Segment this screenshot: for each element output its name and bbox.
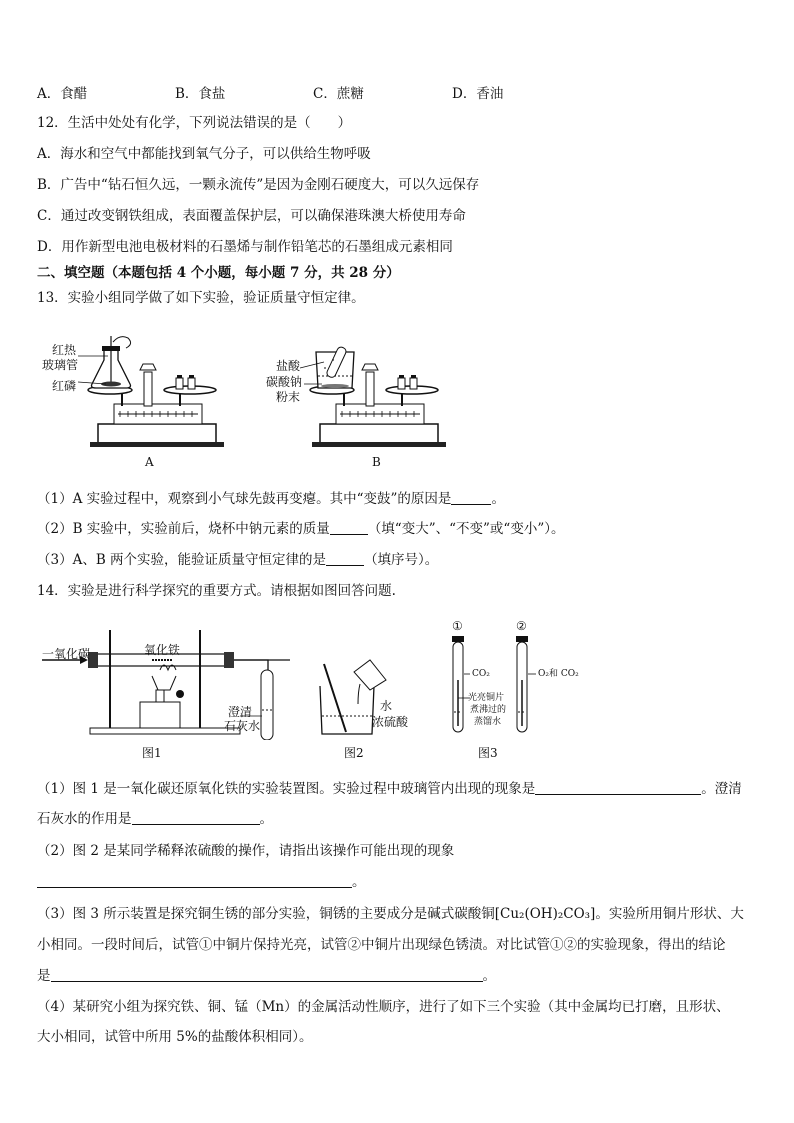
q14-part3-line1: （3）图 3 所示装置是探究铜生锈的部分实验，铜锈的主要成分是碱式碳酸铜[Cu₂(OH)₂CO₃]。实验所用铜片形状、大 (37, 906, 744, 922)
fig1-label-fe2o3: 氧化铁 (144, 643, 181, 657)
q14-part4-line2: 大小相同，试管中所用 5%的盐酸体积相同）。 (37, 1029, 313, 1045)
fig-b-label-powder: 粉末 (276, 390, 301, 404)
fig2-label-water: 水 (380, 699, 393, 713)
q14-part3-blank[interactable] (51, 967, 483, 982)
dilution-drawing (314, 654, 424, 744)
q14-stem: 14．实验是进行科学探究的重要方式。请根据如图回答问题. (37, 583, 396, 599)
option-b: B．食盐 (175, 86, 226, 102)
q14-part1-text: （1）图 1 是一氧化碳还原氧化铁的实验装置图。实验过程中玻璃管内出现的现象是 (37, 781, 536, 797)
fig3-label-tube1: ① (452, 619, 463, 633)
figure-3-caption: 图3 (478, 746, 498, 760)
figure-2-dilution (314, 654, 424, 744)
q12-option-d: D．用作新型电池电极材料的石墨烯与制作铅笔芯的石墨组成元素相同 (37, 239, 453, 255)
q13-part2 (37, 520, 564, 538)
section-heading: 二、填空题（本题包括 4 个小题，每小题 7 分，共 28 分） (37, 265, 400, 281)
q14-part2-blank[interactable] (37, 873, 352, 888)
fig-a-label-tube: 玻璃管 (42, 358, 79, 372)
fig3-label-distilled: 蒸馏水 (474, 717, 502, 727)
q12-option-c: C．通过改变钢铁组成，表面覆盖保护层，可以确保港珠澳大桥使用寿命 (37, 208, 466, 224)
fig3-label-co2: CO₂ (472, 669, 490, 679)
figure-2-caption: 图2 (344, 746, 364, 760)
q13-part2-text: （2）B 实验中，实验前后，烧杯中钠元素的质量 (37, 521, 330, 537)
q14-part1-blank2[interactable] (132, 810, 260, 825)
figure-a-balance (40, 332, 230, 472)
co-reduction-drawing (40, 620, 300, 740)
q14-part1-line1 (37, 780, 742, 798)
figure-b-balance (262, 332, 452, 472)
q14-part1-end: 。澄清 (701, 781, 742, 797)
q12-option-a: A．海水和空气中都能找到氧气分子，可以供给生物呼吸 (37, 146, 371, 162)
fig1-label-co: 一氧化碳 (42, 647, 91, 661)
figure-1-caption: 图1 (142, 746, 162, 760)
option-c: C．蔗糖 (313, 86, 364, 102)
q13-part3 (37, 551, 438, 569)
fig3-label-copper: 光亮铜片 (468, 693, 505, 703)
q13-part1-text: （1）A 实验过程中，观察到小气球先鼓再变瘪。其中“变鼓”的原因是 (37, 491, 452, 507)
q14-part3-line2: 小相同。一段时间后，试管①中铜片保持光亮，试管②中铜片出现绿色锈渍。对比试管①②的实验现象，得出的结论 (37, 937, 726, 953)
q13-part3-end: （填序号）。 (364, 552, 439, 568)
q14-part1-text2: 石灰水的作用是 (37, 811, 132, 827)
q14-part1-blank[interactable] (535, 780, 701, 795)
q14-part3-line3 (37, 967, 496, 985)
fig3-label-boiled: 煮沸过的 (470, 705, 507, 715)
q14-part3-text: 是 (37, 968, 51, 984)
fig-b-label-acid: 盐酸 (276, 359, 301, 373)
q14-part3-end: 。 (482, 968, 496, 984)
q14-part1-end2: 。 (259, 811, 273, 827)
figure-3-rust (440, 620, 600, 740)
q13-part1-blank[interactable] (451, 490, 491, 505)
q14-part2: （2）图 2 是某同学稀释浓硫酸的操作，请指出该操作可能出现的现象 (37, 843, 455, 859)
fig1-label-limewater-1: 澄清 (228, 705, 253, 719)
fig-a-label-phosphorus: 红磷 (52, 379, 77, 393)
figure-b-caption: B (372, 455, 381, 469)
option-a: A．食醋 (37, 86, 88, 102)
figure-1-apparatus (40, 620, 300, 760)
q12-option-b: B．广告中“钻石恒久远，一颗永流传”是因为金刚石硬度大，可以久远保存 (37, 177, 480, 193)
q14-part2-answer (37, 873, 366, 891)
q14-part2-end: 。 (352, 874, 366, 890)
fig-a-label-hot: 红热 (52, 343, 77, 357)
q13-part1-end: 。 (491, 491, 505, 507)
q13-part2-blank[interactable] (330, 520, 368, 535)
q13-part2-end: （填“变大”、“不变”或“变小”）。 (367, 521, 565, 537)
q14-part4-line1: （4）某研究小组为探究铁、铜、锰（Mn）的金属活动性顺序，进行了如下三个实验（其中金属均已打磨，且形状、 (37, 999, 730, 1015)
q14-part1-line2 (37, 810, 273, 828)
fig-b-label-carbonate: 碳酸钠 (266, 375, 303, 389)
fig3-label-o2-co2: O₂和 CO₂ (538, 669, 579, 679)
q12-stem: 12．生活中处处有化学，下列说法错误的是（ ） (37, 115, 352, 131)
fig2-label-acid: 浓硫酸 (372, 715, 409, 729)
fig1-label-limewater-2: 石灰水 (224, 719, 261, 733)
fig3-label-tube2: ② (516, 619, 527, 633)
q13-part3-text: （3）A、B 两个实验，能验证质量守恒定律的是 (37, 552, 327, 568)
q13-part3-blank[interactable] (326, 551, 364, 566)
q13-part1 (37, 490, 505, 508)
q13-stem: 13．实验小组同学做了如下实验，验证质量守恒定律。 (37, 290, 365, 306)
figure-a-caption: A (145, 455, 154, 469)
option-d: D．香油 (452, 86, 504, 102)
